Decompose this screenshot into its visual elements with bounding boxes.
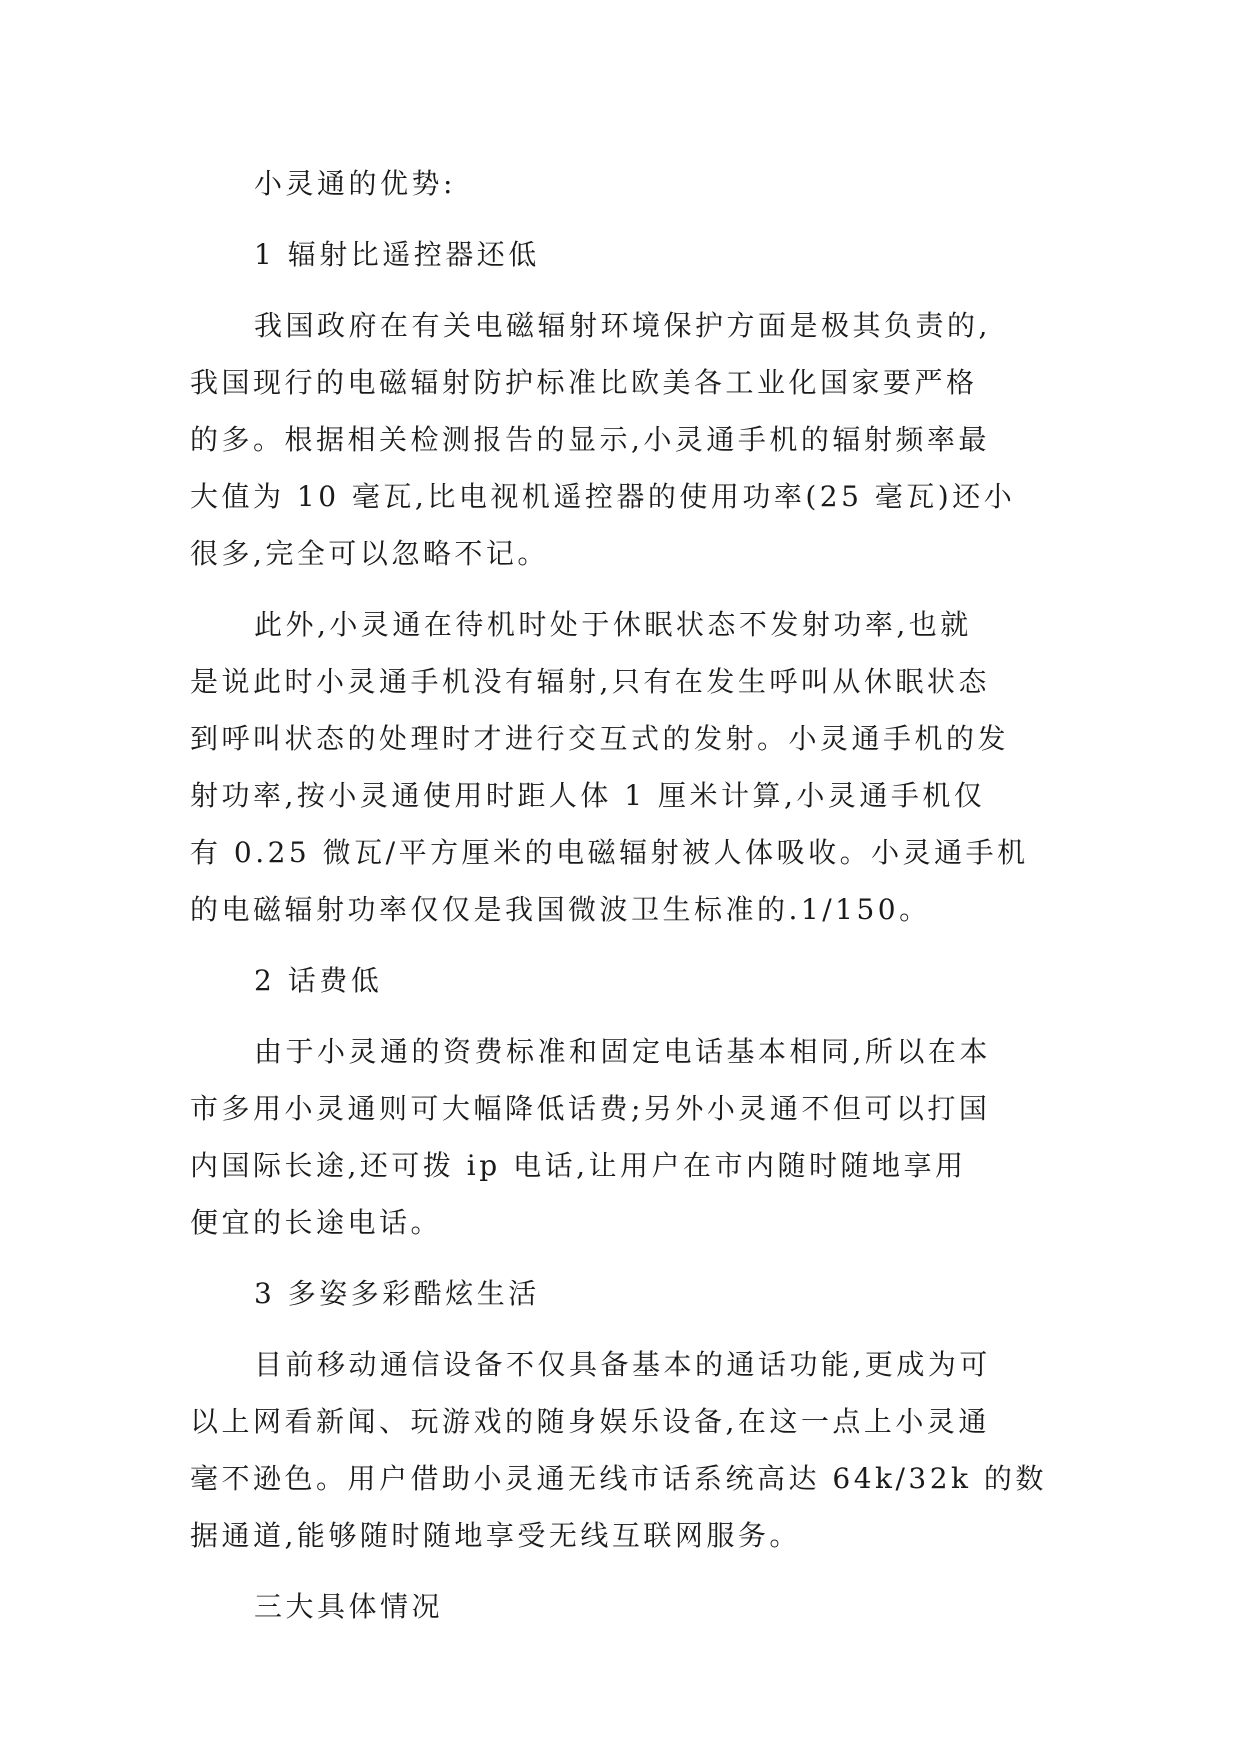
section-heading-low-radiation: 1 辐射比遥控器还低 [254, 238, 540, 271]
paragraph-line: 内国际长途,还可拨 ip 电话,让用户在市内随时随地享用 [190, 1149, 967, 1182]
paragraph-line: 的电磁辐射功率仅仅是我国微波卫生标准的.1/150。 [190, 893, 931, 926]
paragraph-line: 到呼叫状态的处理时才进行交互式的发射。小灵通手机的发 [190, 722, 1010, 755]
paragraph-line: 大值为 10 毫瓦,比电视机遥控器的使用功率(25 毫瓦)还小 [190, 480, 1016, 513]
paragraph-line: 我国政府在有关电磁辐射环境保护方面是极其负责的, [254, 309, 991, 342]
section-heading-low-cost: 2 话费低 [254, 964, 383, 997]
paragraph-line: 便宜的长途电话。 [190, 1206, 443, 1239]
paragraph-line: 市多用小灵通则可大幅降低话费;另外小灵通不但可以打国 [190, 1092, 991, 1125]
paragraph-line: 是说此时小灵通手机没有辐射,只有在发生呼叫从休眠状态 [190, 665, 990, 698]
paragraph-line: 有 0.25 微瓦/平方厘米的电磁辐射被人体吸收。小灵通手机 [190, 836, 1029, 869]
paragraph-line: 以上网看新闻、玩游戏的随身娱乐设备,在这一点上小灵通 [190, 1405, 990, 1438]
paragraph-line: 此外,小灵通在待机时处于休眠状态不发射功率,也就 [254, 608, 972, 641]
paragraph-line: 由于小灵通的资费标准和固定电话基本相同,所以在本 [254, 1035, 991, 1068]
paragraph-line: 我国现行的电磁辐射防护标准比欧美各工业化国家要严格 [190, 366, 978, 399]
paragraph-line: 很多,完全可以忽略不记。 [190, 537, 549, 570]
section-heading-lifestyle: 3 多姿多彩酷炫生活 [254, 1277, 540, 1310]
paragraph-line: 据通道,能够随时随地享受无线互联网服务。 [190, 1519, 801, 1552]
paragraph-line: 目前移动通信设备不仅具备基本的通话功能,更成为可 [254, 1348, 991, 1381]
section-heading-advantages: 小灵通的优势: [254, 167, 456, 200]
document-body [190, 155, 1060, 1635]
paragraph-line: 射功率,按小灵通使用时距人体 1 厘米计算,小灵通手机仅 [190, 779, 986, 812]
paragraph-line: 的多。根据相关检测报告的显示,小灵通手机的辐射频率最 [190, 423, 990, 456]
paragraph-line: 毫不逊色。用户借助小灵通无线市话系统高达 64k/32k 的数 [190, 1462, 1047, 1495]
section-heading-three-situations: 三大具体情况 [254, 1590, 444, 1623]
